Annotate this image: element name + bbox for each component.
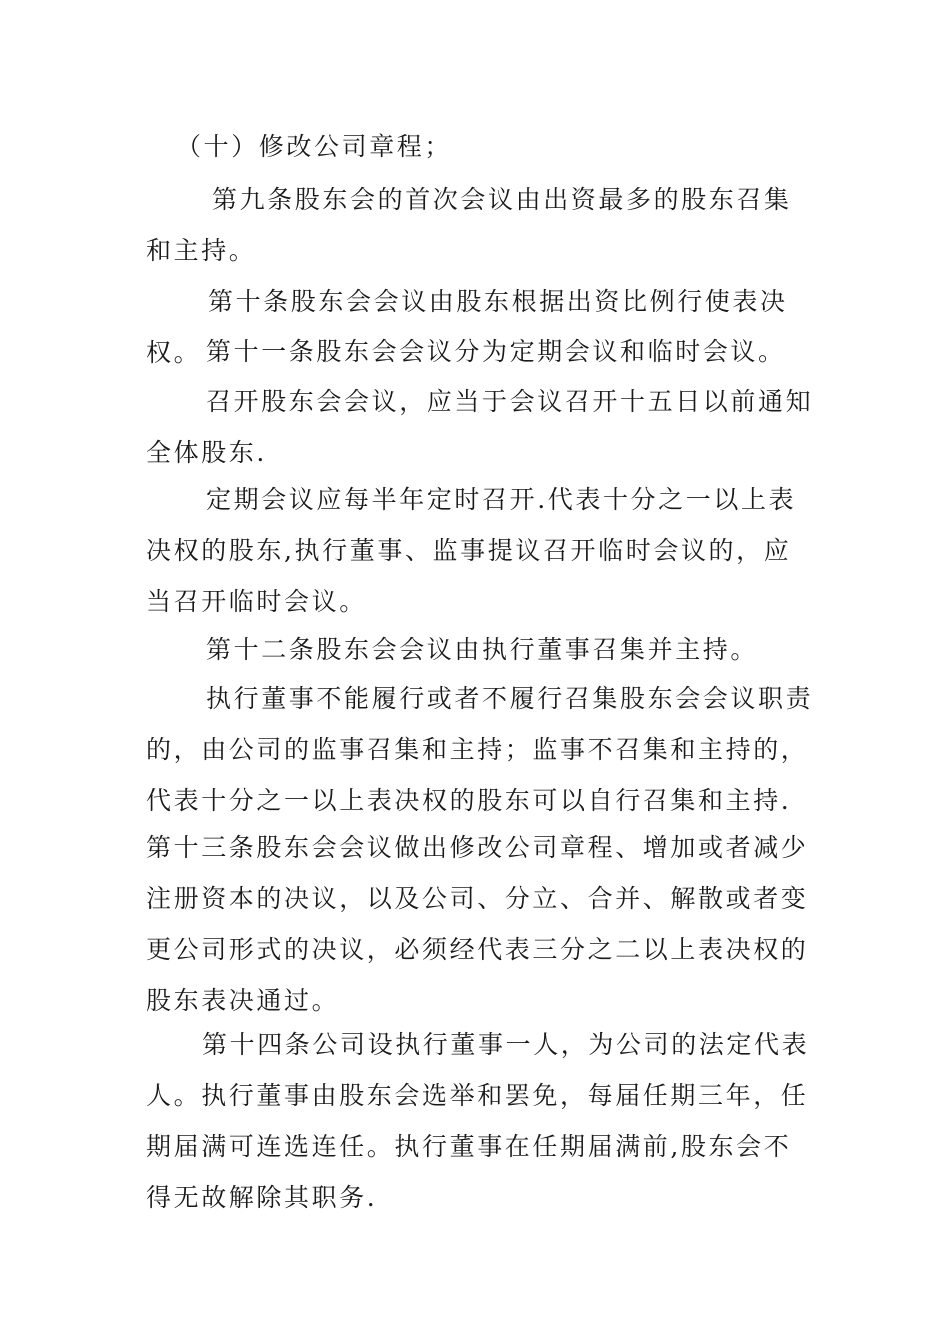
paragraph-article-11: 第十一条股东会会议分为定期会议和临时会议。	[206, 337, 786, 366]
paragraph-article-12: 第十二条股东会会议由执行董事召集并主持。	[206, 635, 759, 664]
paragraph-article-9: 第九条股东会的首次会议由出资最多的股东召集和主持。	[146, 185, 792, 265]
paragraph-article-14: 第十四条公司设执行董事一人，为公司的法定代表人。执行董事由股东会选举和罢免，每届任期三年，任期届满可连选连任。执行董事在任期届满前,股东会不得无故解除其职务.	[146, 1030, 810, 1212]
paragraph-regular-meetings: 定期会议应每半年定时召开.代表十分之一以上表决权的股东,执行董事、监事提议召开临时会议的，应当召开临时会议。	[146, 485, 797, 616]
paragraph-meeting-notice: 召开股东会会议，应当于会议召开十五日以前通知全体股东.	[146, 387, 814, 467]
paragraph-convening-duty: 执行董事不能履行或者不履行召集股东会会议职责的，由公司的监事召集和主持；监事不召集和主持的，代表十分之一以上表决权的股东可以自行召集和主持.	[146, 684, 814, 815]
paragraph-article-10: 第十条股东会会议由股东根据出资比例行使表决权。	[146, 287, 788, 367]
paragraph-article-13: 第十三条股东会会议做出修改公司章程、增加或者减少注册资本的决议，以及公司、分立、合并、解散或者变更公司形式的决议，必须经代表三分之二以上表决权的股东表决通过。	[146, 833, 809, 1015]
paragraph-amend-articles: （十）修改公司章程；	[176, 132, 453, 161]
